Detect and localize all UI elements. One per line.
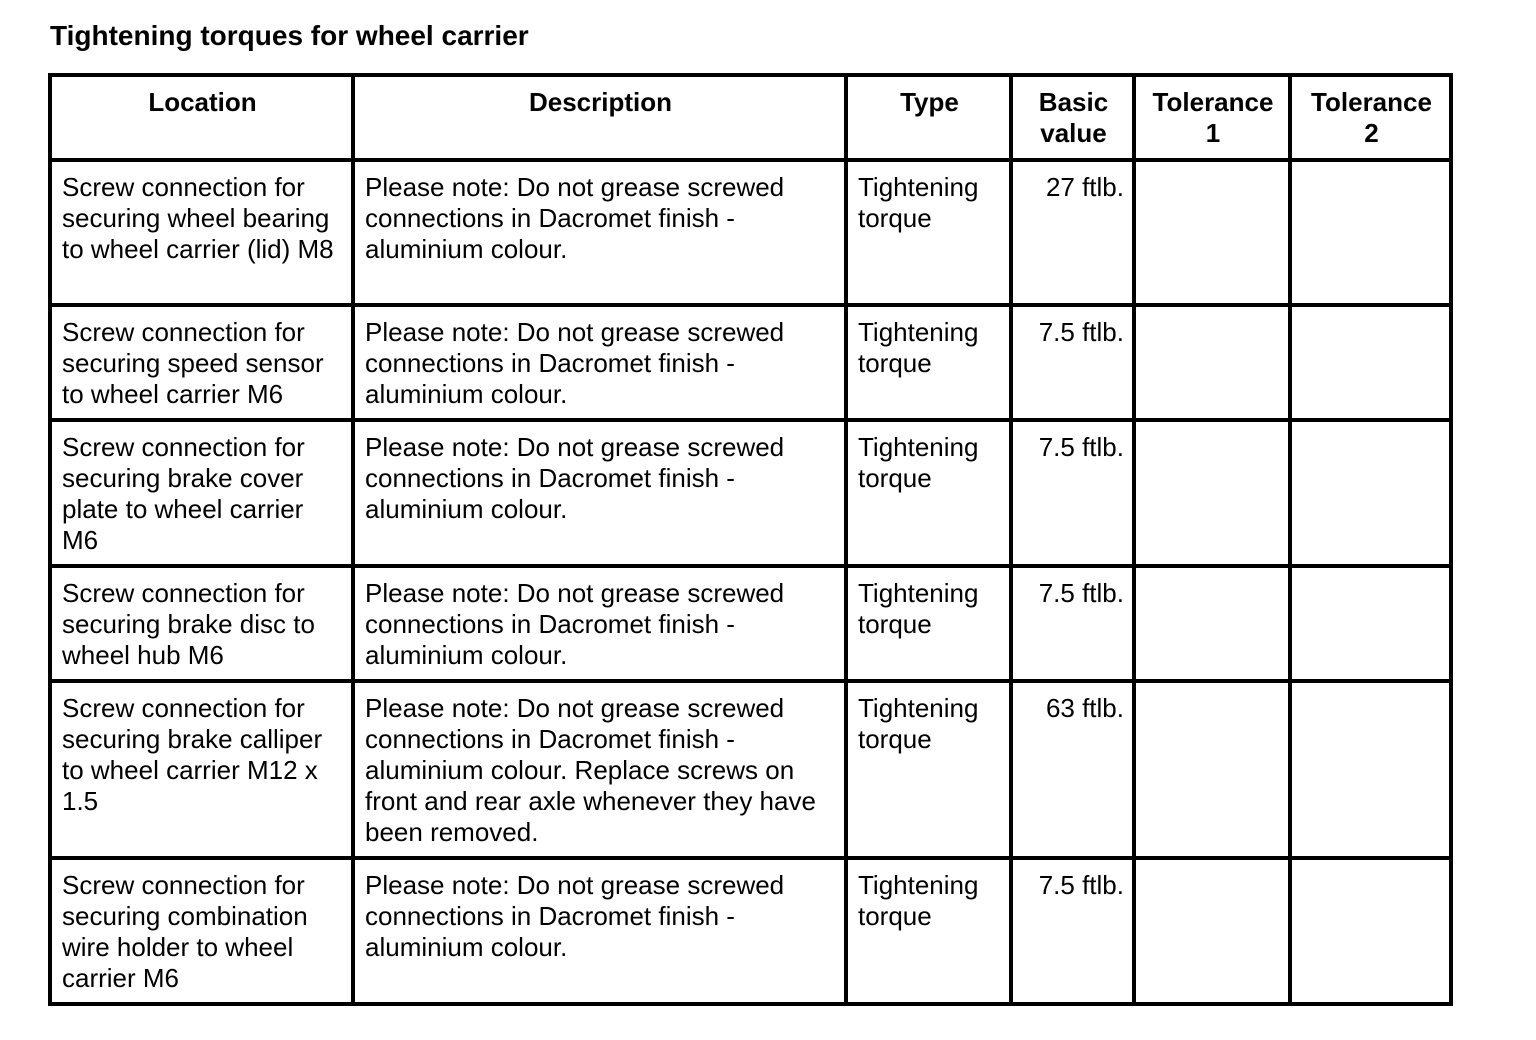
cell-basic-value: 7.5 ftlb. [1011,420,1134,566]
cell-basic-value: 7.5 ftlb. [1011,566,1134,681]
cell-description: Please note: Do not grease screwed connections in Dacromet finish - aluminium colour. [353,420,846,566]
cell-tolerance-2 [1290,858,1451,1004]
cell-location: Screw connection for securing brake disc to wheel hub M6 [50,566,353,681]
cell-description: Please note: Do not grease screwed connections in Dacromet finish - aluminium colour. [353,858,846,1004]
cell-type: Tightening torque [846,858,1011,1004]
cell-basic-value: 7.5 ftlb. [1011,858,1134,1004]
cell-type: Tightening torque [846,681,1011,858]
table-row [50,566,1451,681]
cell-location: Screw connection for securing brake cover plate to wheel carrier M6 [50,420,353,566]
header-description: Description [353,75,846,160]
cell-tolerance-2 [1290,305,1451,420]
cell-tolerance-1 [1134,160,1290,305]
table-row [50,858,1451,1004]
cell-location: Screw connection for securing wheel bearing to wheel carrier (lid) M8 [50,160,353,305]
cell-basic-value: 27 ftlb. [1011,160,1134,305]
cell-tolerance-2 [1290,681,1451,858]
cell-tolerance-2 [1290,566,1451,681]
cell-location: Screw connection for securing speed sensor to wheel carrier M6 [50,305,353,420]
cell-description: Please note: Do not grease screwed connections in Dacromet finish - aluminium colour. [353,160,846,305]
header-type: Type [846,75,1011,160]
cell-type: Tightening torque [846,420,1011,566]
cell-location: Screw connection for securing combination wire holder to wheel carrier M6 [50,858,353,1004]
cell-tolerance-1 [1134,566,1290,681]
cell-tolerance-2 [1290,420,1451,566]
cell-tolerance-1 [1134,681,1290,858]
cell-type: Tightening torque [846,160,1011,305]
table-row [50,420,1451,566]
cell-tolerance-1 [1134,305,1290,420]
cell-location: Screw connection for securing brake calliper to wheel carrier M12 x 1.5 [50,681,353,858]
page-title: Tightening torques for wheel carrier [50,20,529,51]
cell-type: Tightening torque [846,305,1011,420]
header-tolerance-1: Tolerance 1 [1134,75,1290,160]
cell-basic-value: 7.5 ftlb. [1011,305,1134,420]
table-row [50,160,1451,305]
cell-tolerance-1 [1134,420,1290,566]
cell-description: Please note: Do not grease screwed connections in Dacromet finish - aluminium colour. [353,305,846,420]
table-row [50,681,1451,858]
header-location: Location [50,75,353,160]
table-header-row [50,75,1451,160]
cell-tolerance-1 [1134,858,1290,1004]
cell-tolerance-2 [1290,160,1451,305]
cell-description: Please note: Do not grease screwed connections in Dacromet finish - aluminium colour. Replace screws on front and rear axle whenever they have been removed. [353,681,846,858]
header-basic-value: Basic value [1011,75,1134,160]
header-tolerance-2: Tolerance 2 [1290,75,1451,160]
cell-basic-value: 63 ftlb. [1011,681,1134,858]
table-row [50,305,1451,420]
cell-description: Please note: Do not grease screwed connections in Dacromet finish - aluminium colour. [353,566,846,681]
torque-table [48,73,1453,1006]
cell-type: Tightening torque [846,566,1011,681]
